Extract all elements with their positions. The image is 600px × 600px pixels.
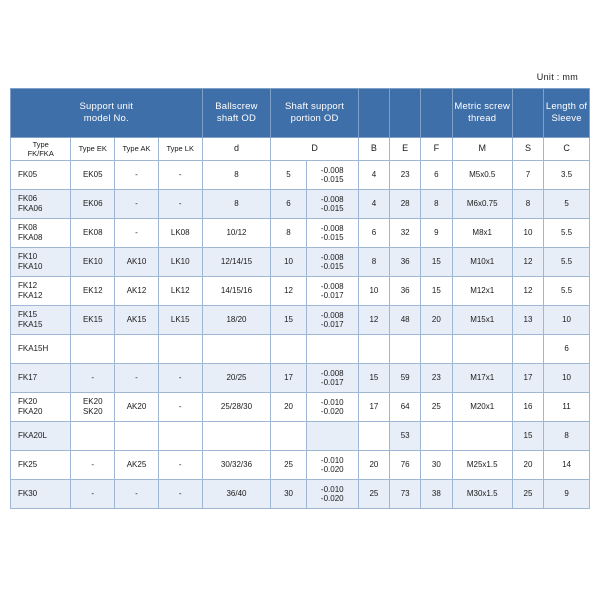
row-support-od-tolerance: -0.010 -0.020 bbox=[306, 480, 358, 509]
row-B bbox=[358, 335, 389, 364]
header-sub-B: B bbox=[358, 138, 389, 161]
row-type-ek: EK20 SK20 bbox=[71, 393, 115, 422]
table-row bbox=[11, 422, 590, 451]
row-M: M8x1 bbox=[452, 219, 512, 248]
row-type-lk: - bbox=[158, 161, 202, 190]
table-row bbox=[11, 451, 590, 480]
row-support-od-tolerance: -0.008 -0.015 bbox=[306, 190, 358, 219]
row-type-ek: - bbox=[71, 364, 115, 393]
row-M: M12x1 bbox=[452, 277, 512, 306]
header-group-length-of-sleeve: Length of Sleeve bbox=[544, 89, 590, 138]
row-support-od-D: 10 bbox=[271, 248, 306, 277]
row-C: 5.5 bbox=[544, 277, 590, 306]
row-B: 12 bbox=[358, 306, 389, 335]
row-shaft-od-d: 8 bbox=[202, 190, 271, 219]
row-support-od-tolerance: -0.008 -0.017 bbox=[306, 306, 358, 335]
row-shaft-od-d: 36/40 bbox=[202, 480, 271, 509]
row-type-lk: - bbox=[158, 480, 202, 509]
row-S: 25 bbox=[512, 480, 543, 509]
row-support-od-D: 25 bbox=[271, 451, 306, 480]
row-E: 28 bbox=[390, 190, 421, 219]
row-S: 17 bbox=[512, 364, 543, 393]
row-B: 8 bbox=[358, 248, 389, 277]
unit-note: Unit : mm bbox=[536, 72, 578, 82]
row-M: M6x0.75 bbox=[452, 190, 512, 219]
row-type-ak: - bbox=[115, 190, 159, 219]
row-M: M15x1 bbox=[452, 306, 512, 335]
table-row bbox=[11, 306, 590, 335]
row-type-ek: EK06 bbox=[71, 190, 115, 219]
row-E: 36 bbox=[390, 248, 421, 277]
row-C: 9 bbox=[544, 480, 590, 509]
row-M: M25x1.5 bbox=[452, 451, 512, 480]
table-row bbox=[11, 248, 590, 277]
row-F: 15 bbox=[421, 248, 452, 277]
row-support-od-D: 5 bbox=[271, 161, 306, 190]
row-support-od-D bbox=[271, 422, 306, 451]
row-model-fk-fka: FK15 FKA15 bbox=[11, 306, 71, 335]
row-type-ek: EK15 bbox=[71, 306, 115, 335]
row-type-lk: LK08 bbox=[158, 219, 202, 248]
table-header bbox=[11, 89, 590, 161]
row-type-lk: - bbox=[158, 393, 202, 422]
row-E bbox=[390, 335, 421, 364]
header-sub-E: E bbox=[390, 138, 421, 161]
row-type-ek: EK08 bbox=[71, 219, 115, 248]
row-F: 30 bbox=[421, 451, 452, 480]
header-sub-d: d bbox=[202, 138, 271, 161]
row-type-ek: EK12 bbox=[71, 277, 115, 306]
row-M: M17x1 bbox=[452, 364, 512, 393]
header-group-row bbox=[11, 89, 590, 138]
row-model-fk-fka: FK17 bbox=[11, 364, 71, 393]
row-S: 12 bbox=[512, 277, 543, 306]
row-E: 76 bbox=[390, 451, 421, 480]
row-model-fk-fka: FKA15H bbox=[11, 335, 71, 364]
header-sub-type-ek: Type EK bbox=[71, 138, 115, 161]
header-group-metric-screw-thread: Metric screw thread bbox=[452, 89, 512, 138]
row-model-fk-fka: FK30 bbox=[11, 480, 71, 509]
row-shaft-od-d: 25/28/30 bbox=[202, 393, 271, 422]
table-row bbox=[11, 335, 590, 364]
row-shaft-od-d: 10/12 bbox=[202, 219, 271, 248]
row-support-od-D: 20 bbox=[271, 393, 306, 422]
row-E: 59 bbox=[390, 364, 421, 393]
row-support-od-D: 12 bbox=[271, 277, 306, 306]
row-type-ek bbox=[71, 422, 115, 451]
row-E: 73 bbox=[390, 480, 421, 509]
row-type-ak bbox=[115, 422, 159, 451]
row-F: 8 bbox=[421, 190, 452, 219]
row-model-fk-fka: FKA20L bbox=[11, 422, 71, 451]
header-sub-D: D bbox=[271, 138, 358, 161]
row-support-od-tolerance bbox=[306, 422, 358, 451]
row-support-od-tolerance: -0.008 -0.015 bbox=[306, 219, 358, 248]
row-type-ak: - bbox=[115, 480, 159, 509]
row-C: 5 bbox=[544, 190, 590, 219]
table-row bbox=[11, 190, 590, 219]
row-model-fk-fka: FK06 FKA06 bbox=[11, 190, 71, 219]
row-B bbox=[358, 422, 389, 451]
header-sub-F: F bbox=[421, 138, 452, 161]
row-type-ak: AK20 bbox=[115, 393, 159, 422]
row-S: 8 bbox=[512, 190, 543, 219]
row-B: 17 bbox=[358, 393, 389, 422]
row-F: 9 bbox=[421, 219, 452, 248]
support-unit-spec-table bbox=[10, 88, 590, 509]
row-support-od-tolerance: -0.010 -0.020 bbox=[306, 393, 358, 422]
row-F: 38 bbox=[421, 480, 452, 509]
table-row bbox=[11, 161, 590, 190]
row-S: 12 bbox=[512, 248, 543, 277]
row-type-ak bbox=[115, 335, 159, 364]
row-shaft-od-d: 18/20 bbox=[202, 306, 271, 335]
row-support-od-tolerance: -0.008 -0.017 bbox=[306, 277, 358, 306]
row-B: 25 bbox=[358, 480, 389, 509]
row-E: 32 bbox=[390, 219, 421, 248]
row-shaft-od-d: 8 bbox=[202, 161, 271, 190]
header-sub-S: S bbox=[512, 138, 543, 161]
row-F: 23 bbox=[421, 364, 452, 393]
row-model-fk-fka: FK12 FKA12 bbox=[11, 277, 71, 306]
row-shaft-od-d bbox=[202, 335, 271, 364]
row-support-od-D: 6 bbox=[271, 190, 306, 219]
row-type-ek: - bbox=[71, 480, 115, 509]
row-M: M20x1 bbox=[452, 393, 512, 422]
row-support-od-D: 8 bbox=[271, 219, 306, 248]
row-C: 5.5 bbox=[544, 219, 590, 248]
row-E: 23 bbox=[390, 161, 421, 190]
row-support-od-tolerance bbox=[306, 335, 358, 364]
row-B: 20 bbox=[358, 451, 389, 480]
row-type-lk: LK10 bbox=[158, 248, 202, 277]
row-C: 10 bbox=[544, 306, 590, 335]
row-F: 15 bbox=[421, 277, 452, 306]
row-S: 20 bbox=[512, 451, 543, 480]
row-M: M30x1.5 bbox=[452, 480, 512, 509]
row-type-lk: LK12 bbox=[158, 277, 202, 306]
row-C: 14 bbox=[544, 451, 590, 480]
row-support-od-tolerance: -0.008 -0.015 bbox=[306, 248, 358, 277]
header-group-model: Support unit model No. bbox=[11, 89, 203, 138]
row-type-ak: AK25 bbox=[115, 451, 159, 480]
row-shaft-od-d: 12/14/15 bbox=[202, 248, 271, 277]
row-F: 25 bbox=[421, 393, 452, 422]
row-type-ak: AK10 bbox=[115, 248, 159, 277]
row-type-lk: LK15 bbox=[158, 306, 202, 335]
row-F: 6 bbox=[421, 161, 452, 190]
table-row bbox=[11, 364, 590, 393]
row-model-fk-fka: FK25 bbox=[11, 451, 71, 480]
row-model-fk-fka: FK10 FKA10 bbox=[11, 248, 71, 277]
header-group-shaft-od: Ballscrew shaft OD bbox=[202, 89, 271, 138]
row-model-fk-fka: FK05 bbox=[11, 161, 71, 190]
row-shaft-od-d: 14/15/16 bbox=[202, 277, 271, 306]
row-S bbox=[512, 335, 543, 364]
row-type-ek bbox=[71, 335, 115, 364]
header-group-blank-b bbox=[358, 89, 389, 138]
row-type-lk bbox=[158, 422, 202, 451]
row-type-lk: - bbox=[158, 190, 202, 219]
row-support-od-D bbox=[271, 335, 306, 364]
row-shaft-od-d bbox=[202, 422, 271, 451]
row-support-od-D: 15 bbox=[271, 306, 306, 335]
row-M bbox=[452, 422, 512, 451]
row-C: 11 bbox=[544, 393, 590, 422]
row-E: 36 bbox=[390, 277, 421, 306]
row-B: 4 bbox=[358, 190, 389, 219]
header-group-support-portion-od: Shaft support portion OD bbox=[271, 89, 358, 138]
header-sub-C: C bbox=[544, 138, 590, 161]
row-F bbox=[421, 422, 452, 451]
row-support-od-D: 17 bbox=[271, 364, 306, 393]
row-support-od-D: 30 bbox=[271, 480, 306, 509]
row-S: 16 bbox=[512, 393, 543, 422]
row-S: 15 bbox=[512, 422, 543, 451]
row-E: 48 bbox=[390, 306, 421, 335]
row-model-fk-fka: FK08 FKA08 bbox=[11, 219, 71, 248]
row-C: 8 bbox=[544, 422, 590, 451]
row-C: 5.5 bbox=[544, 248, 590, 277]
row-type-lk: - bbox=[158, 364, 202, 393]
row-M: M5x0.5 bbox=[452, 161, 512, 190]
row-shaft-od-d: 30/32/36 bbox=[202, 451, 271, 480]
row-B: 15 bbox=[358, 364, 389, 393]
row-S: 10 bbox=[512, 219, 543, 248]
row-shaft-od-d: 20/25 bbox=[202, 364, 271, 393]
row-support-od-tolerance: -0.010 -0.020 bbox=[306, 451, 358, 480]
header-sub-row bbox=[11, 138, 590, 161]
row-type-ak: - bbox=[115, 161, 159, 190]
header-sub-type-ak: Type AK bbox=[115, 138, 159, 161]
row-F bbox=[421, 335, 452, 364]
row-type-lk: - bbox=[158, 451, 202, 480]
row-M bbox=[452, 335, 512, 364]
header-group-blank-s bbox=[512, 89, 543, 138]
table-row bbox=[11, 277, 590, 306]
row-E: 53 bbox=[390, 422, 421, 451]
row-type-ak: AK12 bbox=[115, 277, 159, 306]
table-row bbox=[11, 393, 590, 422]
row-C: 10 bbox=[544, 364, 590, 393]
row-C: 3.5 bbox=[544, 161, 590, 190]
header-sub-type-fk-fka: Type FK/FKA bbox=[11, 138, 71, 161]
row-type-ak: - bbox=[115, 219, 159, 248]
table-row bbox=[11, 480, 590, 509]
row-M: M10x1 bbox=[452, 248, 512, 277]
table-body bbox=[11, 161, 590, 509]
header-group-blank-f bbox=[421, 89, 452, 138]
row-support-od-tolerance: -0.008 -0.017 bbox=[306, 364, 358, 393]
row-B: 6 bbox=[358, 219, 389, 248]
row-F: 20 bbox=[421, 306, 452, 335]
row-type-ek: - bbox=[71, 451, 115, 480]
row-support-od-tolerance: -0.008 -0.015 bbox=[306, 161, 358, 190]
row-B: 10 bbox=[358, 277, 389, 306]
row-S: 7 bbox=[512, 161, 543, 190]
table-row bbox=[11, 219, 590, 248]
row-C: 6 bbox=[544, 335, 590, 364]
row-B: 4 bbox=[358, 161, 389, 190]
row-S: 13 bbox=[512, 306, 543, 335]
row-E: 64 bbox=[390, 393, 421, 422]
row-type-lk bbox=[158, 335, 202, 364]
header-sub-type-lk: Type LK bbox=[158, 138, 202, 161]
header-group-blank-e bbox=[390, 89, 421, 138]
header-sub-M: M bbox=[452, 138, 512, 161]
row-type-ek: EK05 bbox=[71, 161, 115, 190]
row-model-fk-fka: FK20 FKA20 bbox=[11, 393, 71, 422]
row-type-ak: - bbox=[115, 364, 159, 393]
row-type-ak: AK15 bbox=[115, 306, 159, 335]
row-type-ek: EK10 bbox=[71, 248, 115, 277]
